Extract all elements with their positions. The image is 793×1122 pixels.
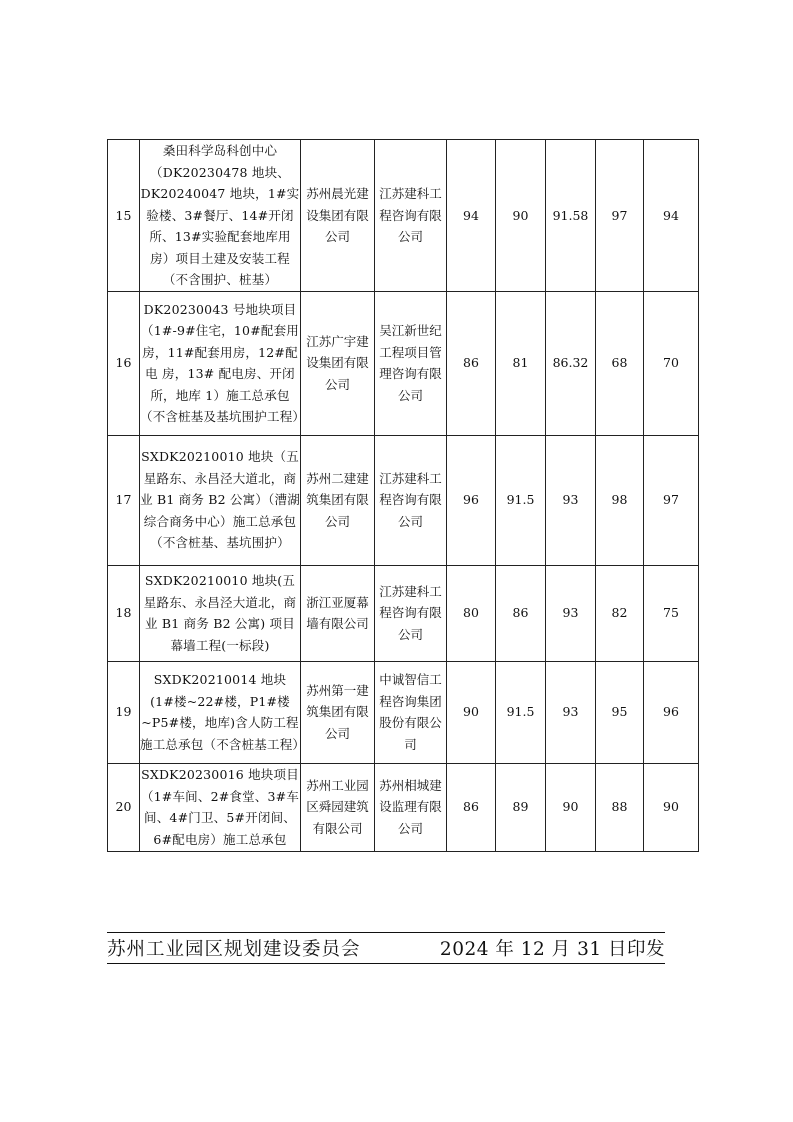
table-row <box>108 435 699 565</box>
score-cell: 89 <box>496 763 546 851</box>
contractor-cell: 苏州工业园区舜园建筑有限公司 <box>301 763 375 851</box>
score-cell: 90 <box>496 140 546 292</box>
issue-date: 2024 年 12 月 31 日印发 <box>439 939 665 960</box>
issue-footer <box>107 932 665 964</box>
supervisor-cell: 江苏建科工程咨询有限公司 <box>375 140 447 292</box>
score-cell: 90 <box>447 661 496 763</box>
row-number-cell: 15 <box>108 140 140 292</box>
table-row <box>108 140 699 292</box>
table-row <box>108 763 699 851</box>
score-cell: 90 <box>546 763 596 851</box>
score-cell: 95 <box>596 661 644 763</box>
score-cell: 88 <box>596 763 644 851</box>
score-cell: 68 <box>596 291 644 435</box>
score-cell: 86 <box>496 565 546 661</box>
score-cell: 86 <box>447 763 496 851</box>
score-cell: 96 <box>447 435 496 565</box>
score-cell: 90 <box>644 763 699 851</box>
score-cell: 91.58 <box>546 140 596 292</box>
score-cell: 80 <box>447 565 496 661</box>
contractor-cell: 苏州晨光建设集团有限公司 <box>301 140 375 292</box>
score-cell: 93 <box>546 435 596 565</box>
contractor-cell: 浙江亚厦幕墙有限公司 <box>301 565 375 661</box>
score-cell: 75 <box>644 565 699 661</box>
project-name-cell: SXDK20210010 地块（五星路东、永昌泾大道北，商业 B1 商务 B2 公寓）（漕湖综合商务中心）施工总承包（不含桩基、基坑围护） <box>140 435 301 565</box>
row-number-cell: 19 <box>108 661 140 763</box>
table-row <box>108 565 699 661</box>
contractor-cell: 江苏广宇建设集团有限公司 <box>301 291 375 435</box>
score-cell: 91.5 <box>496 661 546 763</box>
score-cell: 97 <box>644 435 699 565</box>
score-cell: 91.5 <box>496 435 546 565</box>
issuer-name: 苏州工业园区规划建设委员会 <box>107 939 361 960</box>
supervisor-cell: 苏州相城建设监理有限公司 <box>375 763 447 851</box>
supervisor-cell: 吴江新世纪工程项目管理咨询有限公司 <box>375 291 447 435</box>
score-cell: 81 <box>496 291 546 435</box>
table-row <box>108 661 699 763</box>
row-number-cell: 20 <box>108 763 140 851</box>
contractor-cell: 苏州二建建筑集团有限公司 <box>301 435 375 565</box>
project-name-cell: SXDK20210010 地块(五星路东、永昌泾大道北，商业 B1 商务 B2 公寓) 项目幕墙工程(一标段) <box>140 565 301 661</box>
project-name-cell: SXDK20210014 地块 (1#楼~22#楼，P1#楼~P5#楼，地库)含人防工程施工总承包（不含桩基工程） <box>140 661 301 763</box>
score-cell: 96 <box>644 661 699 763</box>
score-cell: 82 <box>596 565 644 661</box>
supervisor-cell: 中诚智信工程咨询集团股份有限公司 <box>375 661 447 763</box>
supervisor-cell: 江苏建科工程咨询有限公司 <box>375 565 447 661</box>
score-cell: 93 <box>546 565 596 661</box>
table-row <box>108 291 699 435</box>
supervisor-cell: 江苏建科工程咨询有限公司 <box>375 435 447 565</box>
row-number-cell: 18 <box>108 565 140 661</box>
score-cell: 98 <box>596 435 644 565</box>
row-number-cell: 17 <box>108 435 140 565</box>
score-cell: 70 <box>644 291 699 435</box>
project-name-cell: 桑田科学岛科创中心（DK20230478 地块、DK20240047 地块，1#实验楼、3#餐厅、14#开闭所、13#实验配套地库用房）项目土建及安装工程（不含围护、桩基） <box>140 140 301 292</box>
score-cell: 94 <box>447 140 496 292</box>
project-name-cell: SXDK20230016 地块项目（1#车间、2#食堂、3#车间、4#门卫、5#开闭间、6#配电房）施工总承包 <box>140 763 301 851</box>
score-cell: 93 <box>546 661 596 763</box>
contractor-cell: 苏州第一建筑集团有限公司 <box>301 661 375 763</box>
score-cell: 94 <box>644 140 699 292</box>
project-name-cell: DK20230043 号地块项目（1#-9#住宅，10#配套用房，11#配套用房，12#配电 房，13# 配电房、开闭所，地库 1）施工总承包（不含桩基及基坑围护工程） <box>140 291 301 435</box>
score-cell: 86.32 <box>546 291 596 435</box>
score-cell: 97 <box>596 140 644 292</box>
score-cell: 86 <box>447 291 496 435</box>
evaluation-table <box>107 139 699 852</box>
row-number-cell: 16 <box>108 291 140 435</box>
